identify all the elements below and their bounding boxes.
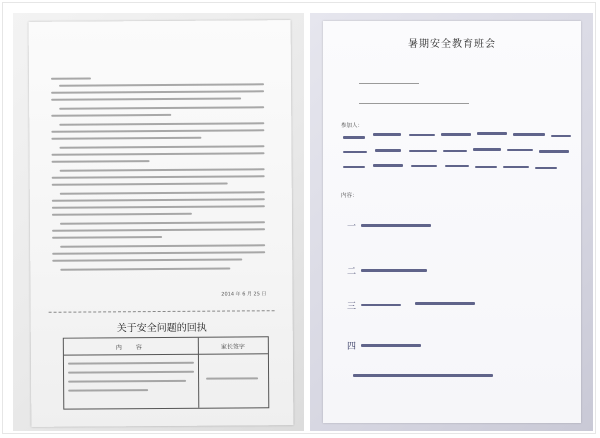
class-form-photo: [310, 13, 593, 431]
letter-title: [29, 56, 291, 58]
receipt-header-content: 内 容: [115, 344, 146, 352]
cut-line: [49, 310, 275, 313]
class-form-page: 暑期安全教育班会 参加人： 内容： 一 二 三 四: [323, 21, 581, 423]
receipt-title: 关于安全问题的回执: [116, 322, 207, 335]
letter-photo: [13, 13, 304, 431]
participants-label: 参加人：: [341, 123, 364, 129]
content-label: 内容：: [341, 193, 358, 199]
letter-page: [29, 20, 294, 427]
receipt-body-text: [68, 359, 196, 360]
receipt-table: [63, 336, 269, 409]
receipt-header-signature: 家长签字: [220, 343, 245, 351]
collage-frame: [2, 2, 596, 434]
signature-date: 2014 年 6 月 25 日: [221, 291, 267, 298]
form-title: 暑期安全教育班会: [408, 39, 496, 50]
